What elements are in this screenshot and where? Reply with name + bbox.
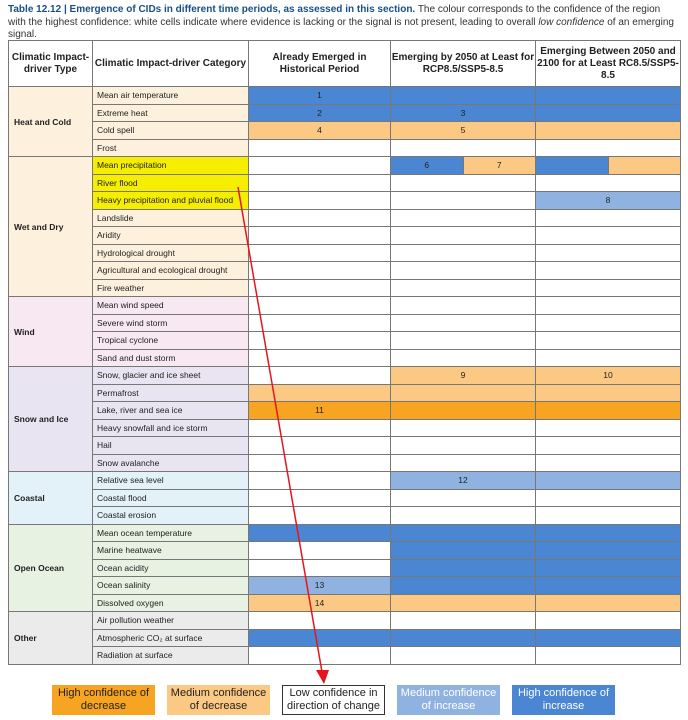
footnote-number: 1: [317, 90, 322, 101]
cid-category-heavy-precipitation-and-pluvial-flood: Heavy precipitation and pluvial flood: [93, 192, 249, 210]
cid-type-heat: Heat and Cold: [9, 87, 93, 157]
cid-category-mean-precipitation: Mean precipitation: [93, 157, 249, 175]
cid-type-ocean: Open Ocean: [9, 524, 93, 612]
cid-type-other: Other: [9, 612, 93, 665]
caption-number: Table 12.12 |: [8, 4, 67, 15]
cid-category-lake-river-and-sea-ice: Lake, river and sea ice: [93, 402, 249, 420]
cid-category-coastal-erosion: Coastal erosion: [93, 507, 249, 525]
legend-medium-confidence-of-decrease: Medium confidence of decrease: [167, 685, 270, 715]
caption-title: Emergence of CIDs in different time periods, as assessed in this section.: [69, 4, 416, 15]
cid-category-mean-air-temperature: Mean air temperature: [93, 87, 249, 105]
cid-category-sand-and-dust-storm: Sand and dust storm: [93, 349, 249, 367]
cid-category-atmospheric-co-at-surface: Atmospheric CO₂ at surface: [93, 629, 249, 647]
footnote-number: 13: [314, 580, 325, 591]
cid-category-snow-avalanche: Snow avalanche: [93, 454, 249, 472]
cid-type-coast: Coastal: [9, 472, 93, 525]
footnote-number: 9: [460, 370, 466, 381]
by-2050-subcell: 7: [464, 157, 536, 174]
cid-category-mean-wind-speed: Mean wind speed: [93, 297, 249, 315]
header-by-2050: Emerging by 2050 at Least for RCP8.5/SSP5-8.5: [391, 41, 536, 87]
cid-category-snow-glacier-and-ice-sheet: Snow, glacier and ice sheet: [93, 367, 249, 385]
footnote-number: 4: [317, 125, 322, 136]
legend-medium-confidence-of-increase: Medium confidence of increase: [397, 685, 500, 715]
cid-category-aridity: Aridity: [93, 227, 249, 245]
footnote-number: 11: [315, 405, 324, 416]
header-2050-2100: Emerging Between 2050 and 2100 for at Least RC8.5/SSP5-8.5: [536, 41, 681, 87]
footnote-number: 12: [458, 475, 468, 486]
cid-category-ocean-salinity: Ocean salinity: [93, 577, 249, 595]
cid-category-river-flood: River flood: [93, 174, 249, 192]
cid-category-permafrost: Permafrost: [93, 384, 249, 402]
legend-low-confidence-in-direction-of-change: Low confidence in direction of change: [282, 685, 385, 715]
footnote-number: 5: [460, 125, 466, 136]
cid-category-extreme-heat: Extreme heat: [93, 104, 249, 122]
caption-emphasis: low confidence: [538, 16, 605, 28]
cid-category-marine-heatwave: Marine heatwave: [93, 542, 249, 560]
cid-category-cold-spell: Cold spell: [93, 122, 249, 140]
cid-category-tropical-cyclone: Tropical cyclone: [93, 332, 249, 350]
footnote-number: 3: [460, 107, 466, 118]
cid-category-relative-sea-level: Relative sea level: [93, 472, 249, 490]
cid-type-wind: Wind: [9, 297, 93, 367]
cid-category-ocean-acidity: Ocean acidity: [93, 559, 249, 577]
cid-category-fire-weather: Fire weather: [93, 279, 249, 297]
cid-category-dissolved-oxygen: Dissolved oxygen: [93, 594, 249, 612]
cid-category-radiation-at-surface: Radiation at surface: [93, 647, 249, 665]
header-driver: Climatic Impact-driver Category: [93, 41, 249, 87]
cid-type-wet: Wet and Dry: [9, 157, 93, 297]
annotation-arrow-head: [316, 670, 329, 684]
cid-type-snow: Snow and Ice: [9, 367, 93, 472]
caption-tail: of an emerging signal.: [8, 16, 674, 40]
cid-category-frost: Frost: [93, 139, 249, 157]
legend-high-confidence-of-increase: High confidence of increase: [512, 685, 615, 715]
cid-category-air-pollution-weather: Air pollution weather: [93, 612, 249, 630]
footnote-number: 8: [605, 195, 611, 206]
footnote-number: 2: [317, 107, 322, 118]
by-2050-subcell: 6: [391, 157, 464, 174]
annotation-arrow-line: [238, 187, 325, 672]
footnote-number: 10: [603, 370, 613, 381]
cid-category-coastal-flood: Coastal flood: [93, 489, 249, 507]
cid-category-severe-wind-storm: Severe wind storm: [93, 314, 249, 332]
caption-text: The colour corresponds to the confidence of the region with the highest confidence: white cells indicate where evidence is lacking or the signal is not present, leading to overall: [8, 4, 661, 28]
cid-category-hydrological-drought: Hydrological drought: [93, 244, 249, 262]
header-historical: Already Emerged in Historical Period: [249, 41, 391, 87]
header-type: Climatic Impact-driver Type: [9, 41, 93, 87]
cid-category-mean-ocean-temperature: Mean ocean temperature: [93, 524, 249, 542]
cid-category-heavy-snowfall-and-ice-storm: Heavy snowfall and ice storm: [93, 419, 249, 437]
cid-category-agricultural-and-ecological-drought: Agricultural and ecological drought: [93, 262, 249, 280]
cid-category-hail: Hail: [93, 437, 249, 455]
legend-high-confidence-of-decrease: High confidence of decrease: [52, 685, 155, 715]
footnote-number: 14: [314, 597, 325, 608]
cid-category-landslide: Landslide: [93, 209, 249, 227]
